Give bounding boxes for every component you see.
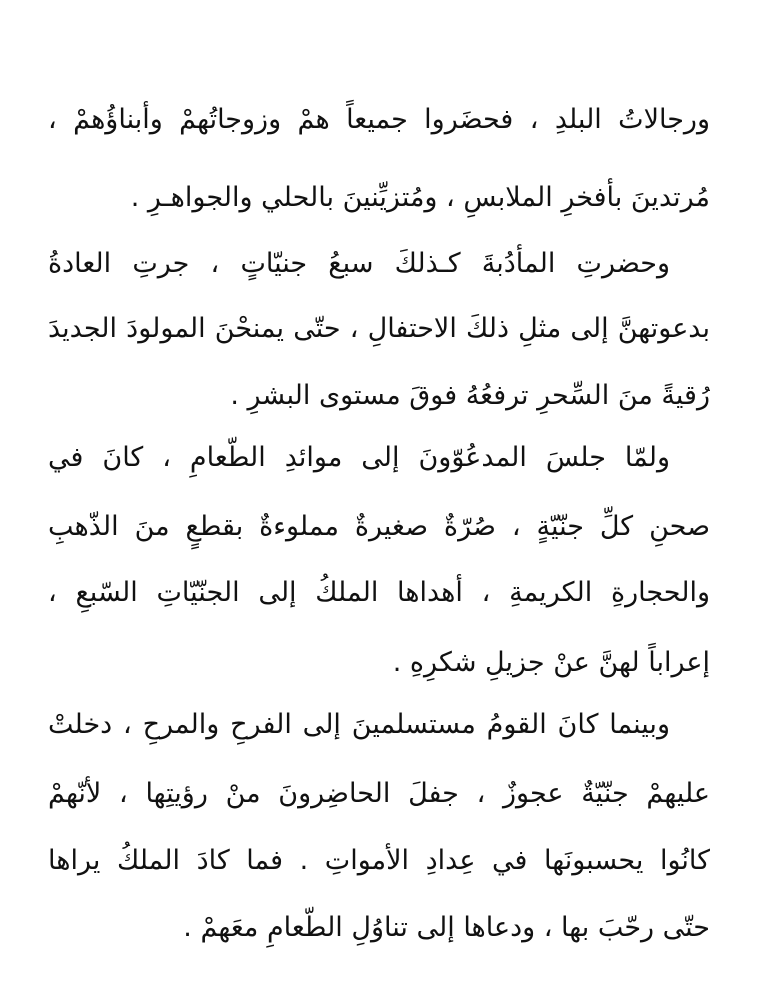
text-line: ولمّا جلسَ المدعُوّونَ إلى موائدِ الطّعامِ ، كانَ في [48,442,670,473]
text-line: عليهمْ جنّيّةٌ عجوزٌ ، جفلَ الحاضِرونَ منْ رؤيتِها ، لأنّهمْ [48,778,710,809]
text-line: بدعوتهنَّ إلى مثلِ ذلكَ الاحتفالِ ، حتّى يمنحْنَ المولودَ الجديدَ [48,313,710,344]
text-line: حتّى رحّبَ بها ، ودعاها إلى تناوُلِ الطّعامِ معَهمْ . [183,912,710,943]
text-line: وبينما كانَ القومُ مستسلمينَ إلى الفرحِ والمرحِ ، دخلتْ [48,709,670,740]
text-line: إعراباً لهنَّ عنْ جزيلِ شكرِهِ . [392,647,710,678]
text-line: وحضرتِ المأدُبةَ كـذلكَ سبعُ جنيّاتٍ ، جرتِ العادةُ [48,248,670,279]
text-line: مُرتدينَ بأفخرِ الملابسِ ، ومُتزيِّنينَ بالحلي والجواهـرِ . [130,182,710,213]
text-line: ورجالاتُ البلدِ ، فحضَروا جميعاً همْ وزوجاتُهمْ وأبناؤُهمْ ، [48,104,710,135]
text-line: صحنِ كلِّ جنّيّةٍ ، صُرّةٌ صغيرةٌ مملوءةٌ بقطعٍ منَ الذّهبِ [48,511,710,542]
text-line: والحجارةِ الكريمةِ ، أهداها الملكُ إلى الجنّيّاتِ السّبعِ ، [48,577,710,608]
text-line: رُقيةً منَ السِّحرِ ترفعُهُ فوقَ مستوى البشرِ . [230,380,710,411]
text-line: كانُوا يحسبونَها في عِدادِ الأمواتِ . فما كادَ الملكُ يراها [48,845,710,876]
